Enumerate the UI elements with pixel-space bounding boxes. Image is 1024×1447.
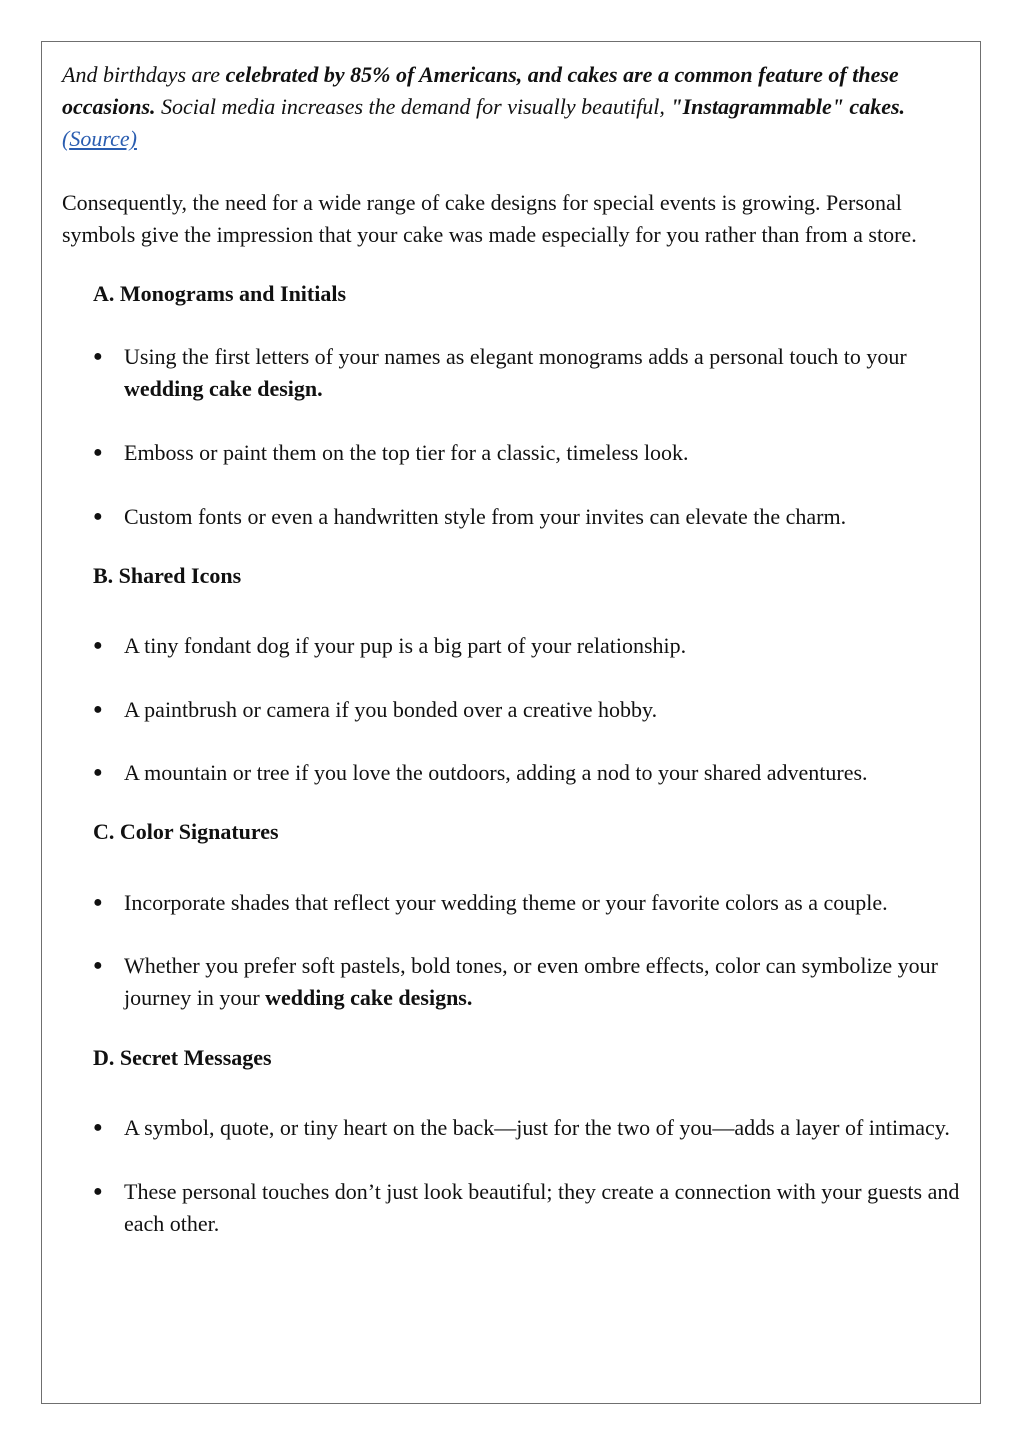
bullet-icon: ● (93, 444, 103, 461)
list-item (62, 630, 962, 662)
list-item-text: Custom fonts or even a handwritten style from your invites can elevate the charm. (124, 504, 847, 529)
intro-bold-instagrammable: "Instagrammable" cakes. (670, 94, 906, 119)
list-item-text: A mountain or tree if you love the outdoors, adding a nod to your shared adventures. (124, 760, 868, 785)
bullet-icon: ● (93, 764, 103, 781)
intro-text: Social media increases the demand for visually beautiful, (155, 94, 671, 119)
list-item-text: Using the first letters of your names as elegant monograms adds a personal touch to your (124, 344, 907, 369)
shared-icons-list (62, 630, 962, 789)
intro-text: And birthdays are (62, 62, 226, 87)
source-link[interactable]: Source) (69, 126, 137, 151)
list-item-text: These personal touches don’t just look beautiful; they create a connection with your guests and each other. (124, 1179, 960, 1236)
list-item (62, 950, 962, 1014)
list-item-text: Incorporate shades that reflect your wedding theme or your favorite colors as a couple. (124, 890, 888, 915)
list-item-bold: wedding cake design. (124, 376, 323, 401)
list-item (62, 694, 962, 726)
bullet-icon: ● (93, 348, 103, 365)
section-heading-color-signatures: C. Color Signatures (93, 819, 279, 844)
list-item (62, 887, 962, 919)
list-item-text: A paintbrush or camera if you bonded over a creative hobby. (124, 697, 658, 722)
bullet-icon: ● (93, 894, 103, 911)
consequently-paragraph: Consequently, the need for a wide range of cake designs for special events is growing. Personal symbols give the impression that your cake was made especially for you rather than from a store. (62, 190, 917, 247)
bullet-icon: ● (93, 637, 103, 654)
list-item (62, 1176, 962, 1240)
bullet-icon: ● (93, 957, 103, 974)
section-heading-monograms: A. Monograms and Initials (93, 281, 347, 306)
bullet-icon: ● (93, 701, 103, 718)
document-body (62, 59, 962, 1240)
list-item (62, 757, 962, 789)
secret-messages-list (62, 1112, 962, 1240)
list-item (62, 501, 962, 533)
color-signatures-list (62, 887, 962, 1014)
list-item (62, 437, 962, 469)
list-item (62, 1112, 962, 1144)
bullet-icon: ● (93, 1119, 103, 1136)
monograms-list (62, 341, 962, 533)
bullet-icon: ● (93, 1183, 103, 1200)
list-item-text: Emboss or paint them on the top tier for a classic, timeless look. (124, 440, 689, 465)
list-item (62, 341, 962, 405)
section-heading-shared-icons: B. Shared Icons (93, 563, 242, 588)
list-item-bold: wedding cake designs. (265, 985, 473, 1010)
intro-bold-stat: celebrated by 85% of Americans, and cakes are a common feature of these occasions. (62, 62, 899, 119)
bullet-icon: ● (93, 508, 103, 525)
list-item-text: Whether you prefer soft pastels, bold tones, or even ombre effects, color can symbolize your journey in your (124, 953, 938, 1010)
section-heading-secret-messages: D. Secret Messages (93, 1045, 272, 1070)
list-item-text: A symbol, quote, or tiny heart on the back—just for the two of you—adds a layer of intimacy. (124, 1115, 950, 1140)
intro-paragraph (62, 59, 962, 155)
list-item-text: A tiny fondant dog if your pup is a big part of your relationship. (124, 633, 687, 658)
source-link-paren: ( (62, 126, 70, 151)
